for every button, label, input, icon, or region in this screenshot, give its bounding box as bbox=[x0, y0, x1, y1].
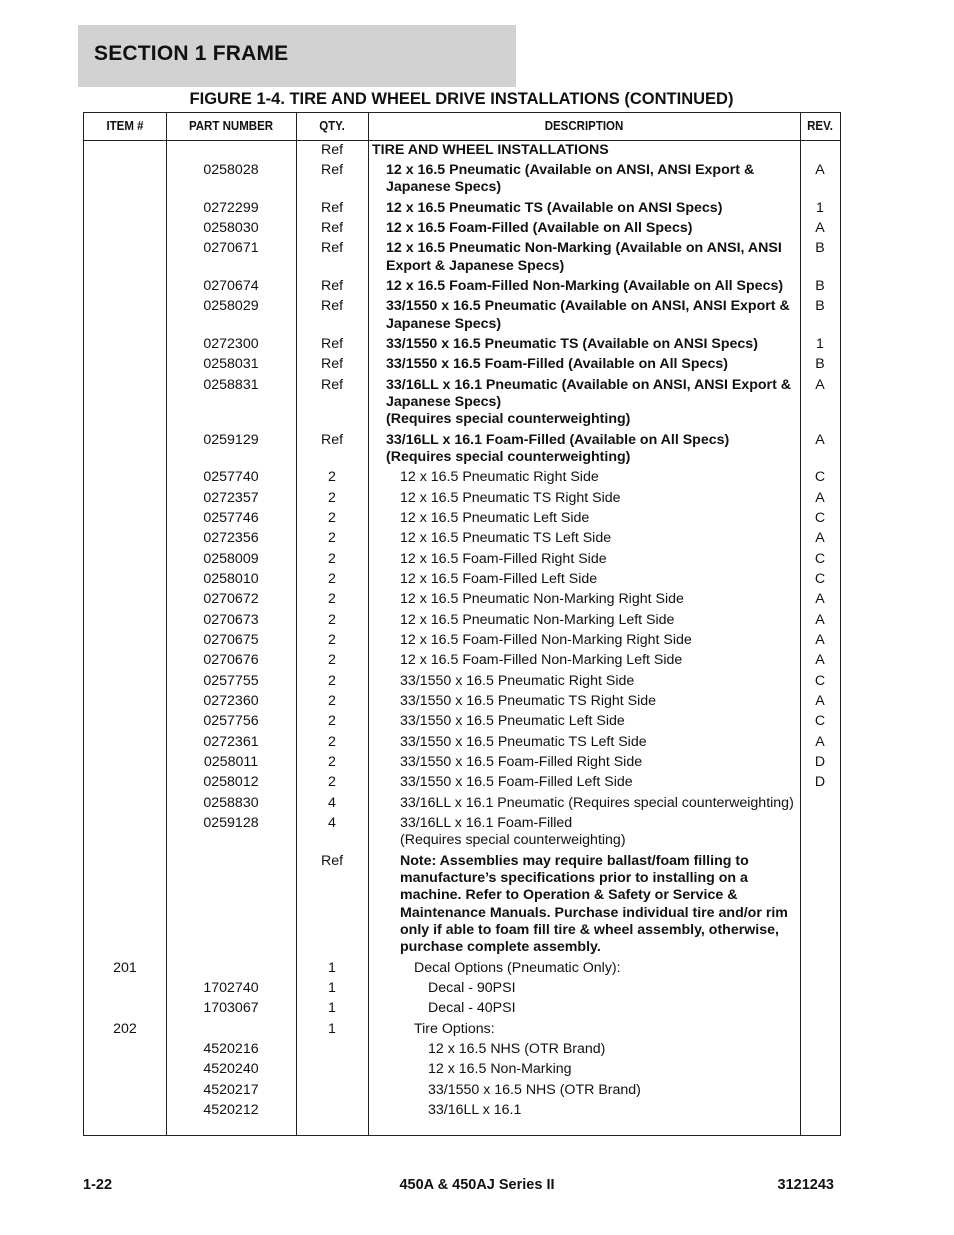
description-cell: 12 x 16.5 Non-Marking bbox=[428, 1061, 572, 1078]
description-cell: TIRE AND WHEEL INSTALLATIONS bbox=[372, 141, 609, 158]
description-cell: 33/1550 x 16.5 Foam-Filled Left Side bbox=[400, 774, 633, 791]
page-number: 1-22 bbox=[83, 1177, 113, 1193]
description-cell: (Requires special counterweighting) bbox=[400, 832, 626, 849]
description-cell: 12 x 16.5 Foam-Filled (Available on All Specs) bbox=[386, 219, 693, 236]
quantity-cell: 2 bbox=[328, 672, 336, 689]
part-number-cell: 0270673 bbox=[203, 611, 259, 628]
section-banner bbox=[78, 25, 516, 87]
revision-cell: 1 bbox=[816, 335, 824, 352]
description-cell: 12 x 16.5 Pneumatic Non-Marking Right Side bbox=[400, 591, 684, 608]
quantity-cell: 4 bbox=[328, 815, 336, 832]
quantity-cell: Ref bbox=[320, 240, 344, 257]
quantity-cell: 2 bbox=[328, 591, 336, 608]
description-cell: 33/1550 x 16.5 Foam-Filled (Available on All Specs) bbox=[386, 356, 728, 373]
revision-cell: B bbox=[815, 356, 825, 373]
description-cell: Note: Assemblies may require ballast/foam filling to bbox=[400, 852, 749, 869]
description-cell: 12 x 16.5 Foam-Filled Right Side bbox=[400, 550, 607, 567]
description-cell: 33/1550 x 16.5 Pneumatic TS Right Side bbox=[400, 693, 657, 709]
description-cell: Decal - 40PSI bbox=[428, 1000, 516, 1017]
revision-cell: C bbox=[814, 570, 826, 587]
description-cell: machine. Refer to Operation & Safety or Service & bbox=[400, 887, 738, 904]
part-number-cell: 0272360 bbox=[203, 693, 259, 709]
section-title: SECTION 1 FRAME bbox=[94, 42, 289, 65]
part-number-cell: 0257746 bbox=[203, 509, 259, 526]
quantity-cell: 1 bbox=[328, 1000, 336, 1017]
part-number-cell: 0258009 bbox=[203, 550, 259, 567]
description-cell: 12 x 16.5 Pneumatic TS Left Side bbox=[400, 530, 612, 547]
revision-cell: A bbox=[815, 489, 825, 506]
quantity-cell: 2 bbox=[328, 611, 336, 628]
part-number-cell: 0270671 bbox=[203, 240, 259, 257]
part-number-cell: 0272299 bbox=[203, 199, 259, 216]
quantity-cell: 1 bbox=[328, 959, 336, 976]
quantity-cell: 2 bbox=[328, 530, 336, 547]
quantity-cell: 2 bbox=[328, 550, 336, 567]
description-cell: Decal - 90PSI bbox=[428, 979, 516, 996]
revision-cell: 1 bbox=[816, 199, 824, 216]
revision-cell: D bbox=[814, 754, 826, 771]
quantity-cell: 2 bbox=[328, 489, 336, 506]
quantity-cell: 2 bbox=[328, 754, 336, 771]
description-cell: 33/16LL x 16.1 Pneumatic (Available on ANSI, ANSI Export & bbox=[386, 376, 791, 393]
part-number-cell: 0258011 bbox=[203, 754, 259, 771]
revision-cell: B bbox=[815, 277, 825, 294]
description-cell: Maintenance Manuals. Purchase individual tire and/or rim bbox=[400, 904, 788, 921]
description-cell: 33/16LL x 16.1 bbox=[428, 1102, 522, 1119]
header-description: DESCRIPTION bbox=[544, 119, 624, 133]
quantity-cell: 2 bbox=[328, 693, 336, 709]
header-rev: REV. bbox=[807, 119, 833, 133]
description-cell: 12 x 16.5 Foam-Filled Left Side bbox=[400, 570, 598, 587]
part-number-cell: 0258830 bbox=[203, 794, 259, 811]
part-number-cell: 4520212 bbox=[203, 1102, 259, 1119]
revision-cell: A bbox=[815, 733, 825, 750]
revision-cell: A bbox=[815, 693, 825, 709]
quantity-cell: 2 bbox=[328, 713, 336, 730]
part-number-cell: 0258012 bbox=[203, 774, 259, 791]
revision-cell: C bbox=[814, 672, 826, 689]
quantity-cell: 2 bbox=[328, 509, 336, 526]
description-cell: manufacture’s specifications prior to installing on a bbox=[400, 870, 748, 887]
quantity-cell: Ref bbox=[320, 219, 344, 236]
part-number-cell: 0270676 bbox=[203, 652, 259, 669]
quantity-cell: 2 bbox=[328, 652, 336, 669]
description-cell: 33/16LL x 16.1 Foam-Filled bbox=[400, 815, 573, 832]
part-number-cell: 0272356 bbox=[203, 530, 259, 547]
part-number-cell: 0272300 bbox=[203, 335, 259, 352]
description-cell: 12 x 16.5 Pneumatic Non-Marking Left Side bbox=[400, 611, 675, 628]
part-number-cell: 0259129 bbox=[203, 431, 259, 448]
revision-cell: B bbox=[815, 240, 825, 257]
description-cell: Decal Options (Pneumatic Only): bbox=[414, 959, 621, 976]
revision-cell: C bbox=[814, 550, 826, 567]
quantity-cell: Ref bbox=[320, 335, 344, 352]
header-part-number: PART NUMBER bbox=[188, 119, 274, 133]
part-number-cell: 0270672 bbox=[203, 591, 259, 608]
part-number-cell: 1703067 bbox=[203, 1000, 259, 1017]
revision-cell: C bbox=[814, 469, 826, 486]
description-cell: 12 x 16.5 Foam-Filled Non-Marking Left Side bbox=[400, 652, 683, 669]
part-number-cell: 0258010 bbox=[203, 570, 259, 587]
part-number-cell: 0257740 bbox=[203, 469, 259, 486]
part-number-cell: 0270675 bbox=[203, 631, 259, 648]
description-cell: only if able to foam fill tire & wheel assembly, otherwise, bbox=[400, 921, 779, 938]
column-divider bbox=[368, 113, 369, 1135]
description-cell: 33/1550 x 16.5 Foam-Filled Right Side bbox=[400, 754, 643, 771]
description-cell: Export & Japanese Specs) bbox=[386, 257, 565, 274]
part-number-cell: 0270674 bbox=[203, 277, 259, 294]
quantity-cell: Ref bbox=[320, 199, 344, 216]
part-number-cell: 0257756 bbox=[203, 713, 259, 730]
revision-cell: A bbox=[815, 161, 825, 178]
part-number-cell: 1702740 bbox=[203, 979, 259, 996]
quantity-cell: 1 bbox=[328, 979, 336, 996]
quantity-cell: 2 bbox=[328, 469, 336, 486]
quantity-cell: 2 bbox=[328, 570, 336, 587]
description-cell: 33/1550 x 16.5 Pneumatic Left Side bbox=[400, 713, 625, 730]
quantity-cell: 4 bbox=[328, 794, 336, 811]
quantity-cell: 2 bbox=[328, 774, 336, 791]
part-number-cell: 4520240 bbox=[203, 1061, 259, 1078]
description-cell: 12 x 16.5 Pneumatic Left Side bbox=[400, 509, 590, 526]
part-number-cell: 0257755 bbox=[203, 672, 259, 689]
model-name: 450A & 450AJ Series II bbox=[399, 1177, 555, 1193]
quantity-cell: Ref bbox=[320, 431, 344, 448]
part-number-cell: 4520216 bbox=[203, 1041, 259, 1057]
description-cell: 33/1550 x 16.5 Pneumatic TS Left Side bbox=[400, 733, 647, 750]
item-number-cell: 202 bbox=[113, 1020, 137, 1037]
part-number-cell: 0258831 bbox=[203, 376, 259, 393]
description-cell: 12 x 16.5 Pneumatic Non-Marking (Available on ANSI, ANSI bbox=[386, 240, 782, 257]
revision-cell: A bbox=[815, 530, 825, 547]
document-number: 3121243 bbox=[777, 1177, 834, 1193]
description-cell: 12 x 16.5 NHS (OTR Brand) bbox=[428, 1041, 606, 1057]
revision-cell: A bbox=[815, 219, 825, 236]
revision-cell: A bbox=[815, 652, 825, 669]
quantity-cell: Ref bbox=[320, 852, 344, 869]
description-cell: 12 x 16.5 Pneumatic Right Side bbox=[400, 469, 599, 486]
quantity-cell: Ref bbox=[320, 376, 344, 393]
description-cell: Tire Options: bbox=[414, 1020, 495, 1037]
description-cell: (Requires special counterweighting) bbox=[386, 448, 631, 465]
description-cell: 12 x 16.5 Pneumatic TS Right Side bbox=[400, 489, 621, 506]
part-number-cell: 0258031 bbox=[203, 356, 259, 373]
header-item: ITEM # bbox=[106, 119, 144, 133]
revision-cell: A bbox=[815, 591, 825, 608]
parts-table bbox=[83, 112, 841, 1136]
revision-cell: C bbox=[814, 713, 826, 730]
part-number-cell: 0258029 bbox=[203, 298, 259, 315]
description-cell: 33/1550 x 16.5 Pneumatic (Available on ANSI, ANSI Export & bbox=[386, 298, 790, 315]
quantity-cell: 2 bbox=[328, 733, 336, 750]
revision-cell: A bbox=[815, 376, 825, 393]
revision-cell: C bbox=[814, 509, 826, 526]
description-cell: purchase complete assembly. bbox=[400, 939, 601, 956]
part-number-cell: 0272357 bbox=[203, 489, 259, 506]
revision-cell: B bbox=[815, 298, 825, 315]
quantity-cell: 2 bbox=[328, 631, 336, 648]
part-number-cell: 0258030 bbox=[203, 219, 259, 236]
quantity-cell: 1 bbox=[328, 1020, 336, 1037]
part-number-cell: 0272361 bbox=[203, 733, 259, 750]
part-number-cell: 0259128 bbox=[203, 815, 259, 832]
item-number-cell: 201 bbox=[113, 959, 137, 976]
description-cell: 12 x 16.5 Pneumatic TS (Available on ANSI Specs) bbox=[386, 199, 723, 216]
revision-cell: D bbox=[814, 774, 826, 791]
quantity-cell: Ref bbox=[320, 277, 344, 294]
figure-title: FIGURE 1-4. TIRE AND WHEEL DRIVE INSTALLATIONS (CONTINUED) bbox=[189, 90, 734, 108]
quantity-cell: Ref bbox=[320, 141, 344, 158]
description-cell: 33/16LL x 16.1 Pneumatic (Requires special counterweighting) bbox=[400, 794, 794, 811]
quantity-cell: Ref bbox=[320, 356, 344, 373]
revision-cell: A bbox=[815, 431, 825, 448]
description-cell: 33/1550 x 16.5 NHS (OTR Brand) bbox=[428, 1081, 641, 1098]
quantity-cell: Ref bbox=[320, 298, 344, 315]
revision-cell: A bbox=[815, 611, 825, 628]
quantity-cell: Ref bbox=[320, 161, 344, 178]
description-cell: Japanese Specs) bbox=[386, 393, 502, 410]
description-cell: 12 x 16.5 Pneumatic (Available on ANSI, ANSI Export & bbox=[386, 161, 755, 178]
description-cell: 12 x 16.5 Foam-Filled Non-Marking Right Side bbox=[400, 631, 692, 648]
part-number-cell: 4520217 bbox=[203, 1081, 259, 1098]
description-cell: Japanese Specs) bbox=[386, 315, 502, 332]
description-cell: 12 x 16.5 Foam-Filled Non-Marking (Available on All Specs) bbox=[386, 277, 784, 294]
revision-cell: A bbox=[815, 631, 825, 648]
header-qty: QTY. bbox=[319, 119, 345, 133]
description-cell: 33/1550 x 16.5 Pneumatic TS (Available on ANSI Specs) bbox=[386, 335, 758, 352]
description-cell: Japanese Specs) bbox=[386, 179, 502, 196]
description-cell: (Requires special counterweighting) bbox=[386, 411, 631, 428]
description-cell: 33/16LL x 16.1 Foam-Filled (Available on All Specs) bbox=[386, 431, 730, 448]
part-number-cell: 0258028 bbox=[203, 161, 259, 178]
description-cell: 33/1550 x 16.5 Pneumatic Right Side bbox=[400, 672, 635, 689]
